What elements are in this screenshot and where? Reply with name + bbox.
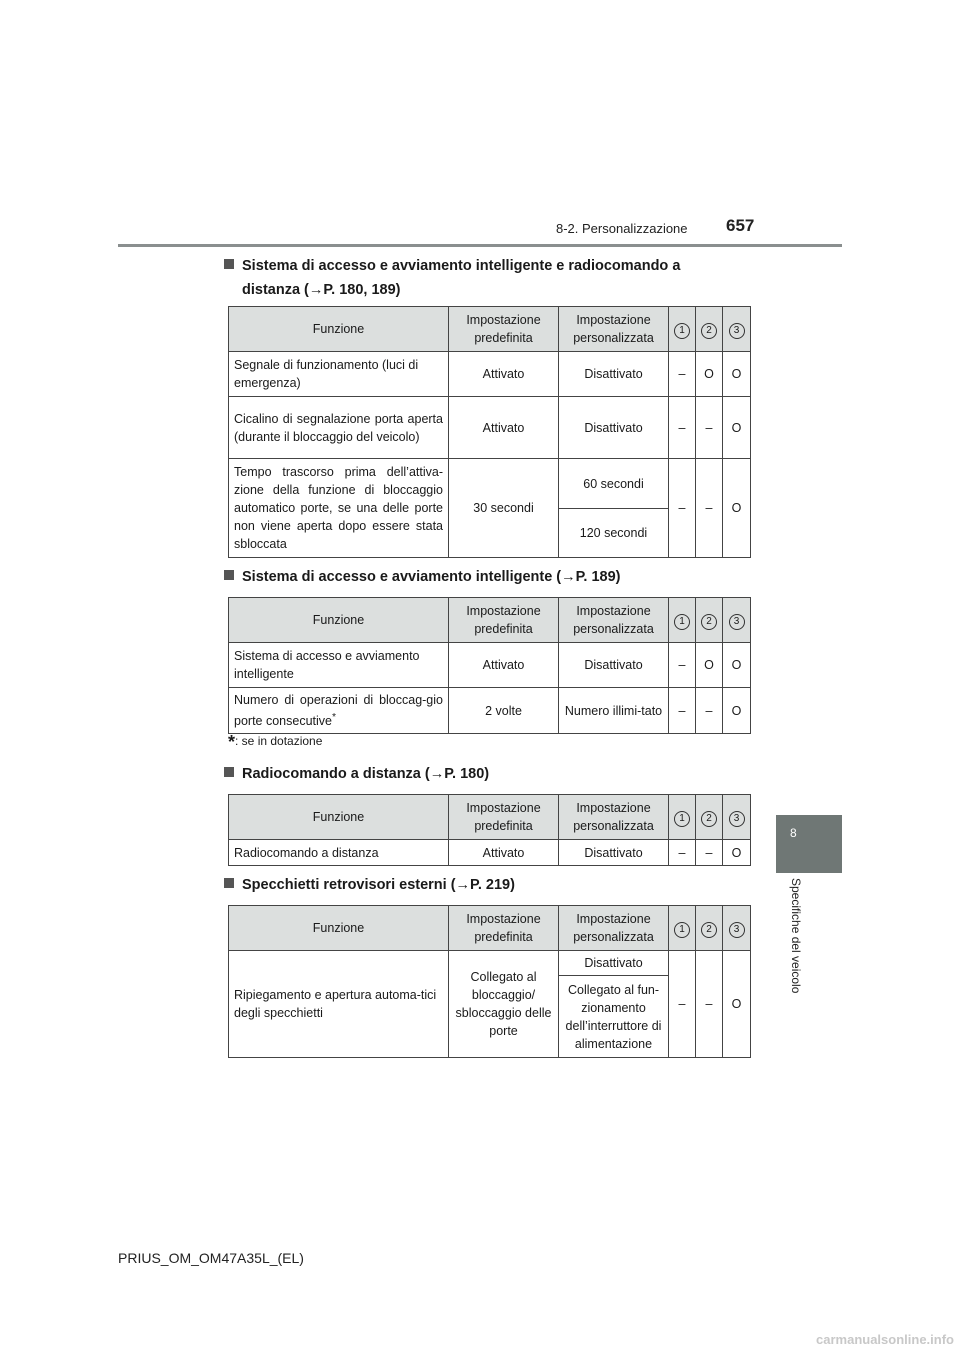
column-header-default: Impostazione predefinita (449, 795, 559, 840)
cell-custom: Disattivato (559, 643, 669, 688)
column-header-3 (723, 598, 751, 643)
cell-mode-2: – (696, 688, 723, 734)
column-header-1 (669, 307, 696, 352)
column-header-3 (723, 795, 751, 840)
column-header-funzione: Funzione (229, 598, 449, 643)
column-header-1 (669, 906, 696, 951)
footnote-mark: * (331, 712, 337, 723)
cell-mode-2: – (696, 840, 723, 866)
cell-funzione: Sistema di accesso e avviamento intelligente (229, 643, 449, 688)
table-row (229, 643, 751, 688)
cell-mode-3: O (723, 397, 751, 459)
column-header-3 (723, 307, 751, 352)
section-title-remote-control (224, 762, 489, 786)
chapter-number: 8 (790, 826, 797, 840)
circled-number-2: 2 (701, 323, 717, 339)
settings-table-access-and-remote (228, 306, 751, 558)
cell-funzione-text: Numero di operazioni di bloccag-gio porte consecutive (234, 693, 443, 729)
column-header-2 (696, 598, 723, 643)
column-header-custom: Impostazione personalizzata (559, 906, 669, 951)
column-header-2 (696, 795, 723, 840)
cell-funzione: Tempo trascorso prima dell’attiva-zione della funzione di bloccaggio automatico porte, se una delle porte non viene aperta dopo essere stata sbloccata (229, 459, 449, 558)
table-row (229, 951, 751, 976)
circled-number-3: 3 (729, 811, 745, 827)
cell-custom: Disattivato (559, 840, 669, 866)
header-section-title: 8-2. Personalizzazione (556, 221, 688, 236)
section-title-line2: distanza (→P. 180, 189) (242, 282, 401, 298)
column-header-default: Impostazione predefinita (449, 906, 559, 951)
settings-table-mirrors (228, 905, 751, 1058)
section-bullet-icon (224, 259, 234, 269)
cell-funzione: Cicalino di segnalazione porta aperta (durante il bloccaggio del veicolo) (229, 397, 449, 459)
page-number: 657 (726, 216, 755, 235)
cell-mode-2: O (696, 643, 723, 688)
footnote-text: : se in dotazione (235, 734, 323, 748)
cell-mode-3: O (723, 951, 751, 1058)
column-header-2 (696, 307, 723, 352)
section-bullet-icon (224, 570, 234, 580)
circled-number-2: 2 (701, 922, 717, 938)
watermark: carmanualsonline.info (816, 1332, 954, 1347)
cell-default: Attivato (449, 643, 559, 688)
cell-default: Attivato (449, 840, 559, 866)
section-bullet-icon (224, 767, 234, 777)
circled-number-3: 3 (729, 323, 745, 339)
section-title-text: Radiocomando a distanza (→P. 180) (242, 766, 490, 782)
column-header-1 (669, 598, 696, 643)
table-header-row (229, 307, 751, 352)
column-header-1 (669, 795, 696, 840)
table-row (229, 397, 751, 459)
cell-default: 2 volte (449, 688, 559, 734)
table-row (229, 840, 751, 866)
cell-mode-2: – (696, 459, 723, 558)
footnote (228, 732, 322, 753)
cell-default: 30 secondi (449, 459, 559, 558)
table-header-row (229, 906, 751, 951)
table-header-row (229, 598, 751, 643)
column-header-custom: Impostazione personalizzata (559, 795, 669, 840)
column-header-custom: Impostazione personalizzata (559, 598, 669, 643)
circled-number-3: 3 (729, 614, 745, 630)
column-header-funzione: Funzione (229, 307, 449, 352)
cell-custom: Disattivato (559, 397, 669, 459)
cell-default: Attivato (449, 397, 559, 459)
table-row (229, 459, 751, 509)
column-header-2 (696, 906, 723, 951)
circled-number-3: 3 (729, 922, 745, 938)
cell-mode-3: O (723, 840, 751, 866)
cell-mode-1: – (669, 352, 696, 397)
cell-funzione: Radiocomando a distanza (229, 840, 449, 866)
column-header-default: Impostazione predefinita (449, 307, 559, 352)
section-title-text: Sistema di accesso e avviamento intelligente (→P. 189) (242, 569, 621, 585)
cell-funzione: Segnale di funzionamento (luci di emergenza) (229, 352, 449, 397)
circled-number-2: 2 (701, 614, 717, 630)
table-row (229, 352, 751, 397)
section-title-mirrors (224, 873, 515, 897)
header-divider (118, 244, 842, 247)
section-title-text: Specchietti retrovisori esterni (→P. 219) (242, 877, 515, 893)
column-header-default: Impostazione predefinita (449, 598, 559, 643)
cell-mode-1: – (669, 397, 696, 459)
cell-mode-1: – (669, 951, 696, 1058)
cell-mode-2: – (696, 951, 723, 1058)
cell-mode-1: – (669, 840, 696, 866)
settings-table-smart-access (228, 597, 751, 734)
cell-custom-option-a: Disattivato (559, 951, 669, 976)
column-header-custom: Impostazione personalizzata (559, 307, 669, 352)
footnote-mark: * (228, 732, 236, 752)
table-row (229, 688, 751, 734)
cell-funzione (229, 688, 449, 734)
cell-mode-3: O (723, 643, 751, 688)
section-title-access-and-remote (224, 254, 748, 302)
cell-custom-option-a: 60 secondi (559, 459, 669, 509)
section-title-smart-access (224, 565, 621, 589)
circled-number-1: 1 (674, 811, 690, 827)
cell-funzione: Ripiegamento e apertura automa-tici degli specchietti (229, 951, 449, 1058)
cell-mode-3: O (723, 352, 751, 397)
cell-custom-option-b: 120 secondi (559, 509, 669, 558)
section-title-line1: Sistema di accesso e avviamento intelligente e radiocomando a (242, 258, 681, 274)
cell-mode-2: O (696, 352, 723, 397)
section-bullet-icon (224, 878, 234, 888)
chapter-tab (776, 815, 842, 873)
cell-mode-3: O (723, 688, 751, 734)
cell-mode-1: – (669, 688, 696, 734)
settings-table-remote-control (228, 794, 751, 866)
cell-custom: Disattivato (559, 352, 669, 397)
cell-custom-option-b: Collegato al fun-zionamento dell’interruttore di alimentazione (559, 976, 669, 1058)
cell-default: Collegato al bloccaggio/ sbloccaggio delle porte (449, 951, 559, 1058)
circled-number-1: 1 (674, 323, 690, 339)
table-header-row (229, 795, 751, 840)
column-header-3 (723, 906, 751, 951)
cell-mode-1: – (669, 643, 696, 688)
cell-mode-1: – (669, 459, 696, 558)
circled-number-2: 2 (701, 811, 717, 827)
cell-custom: Numero illimi-tato (559, 688, 669, 734)
cell-mode-2: – (696, 397, 723, 459)
column-header-funzione: Funzione (229, 795, 449, 840)
circled-number-1: 1 (674, 614, 690, 630)
column-header-funzione: Funzione (229, 906, 449, 951)
cell-mode-3: O (723, 459, 751, 558)
chapter-label: Specifiche del veicolo (789, 878, 803, 994)
cell-default: Attivato (449, 352, 559, 397)
circled-number-1: 1 (674, 922, 690, 938)
footer-code: PRIUS_OM_OM47A35L_(EL) (118, 1250, 304, 1266)
